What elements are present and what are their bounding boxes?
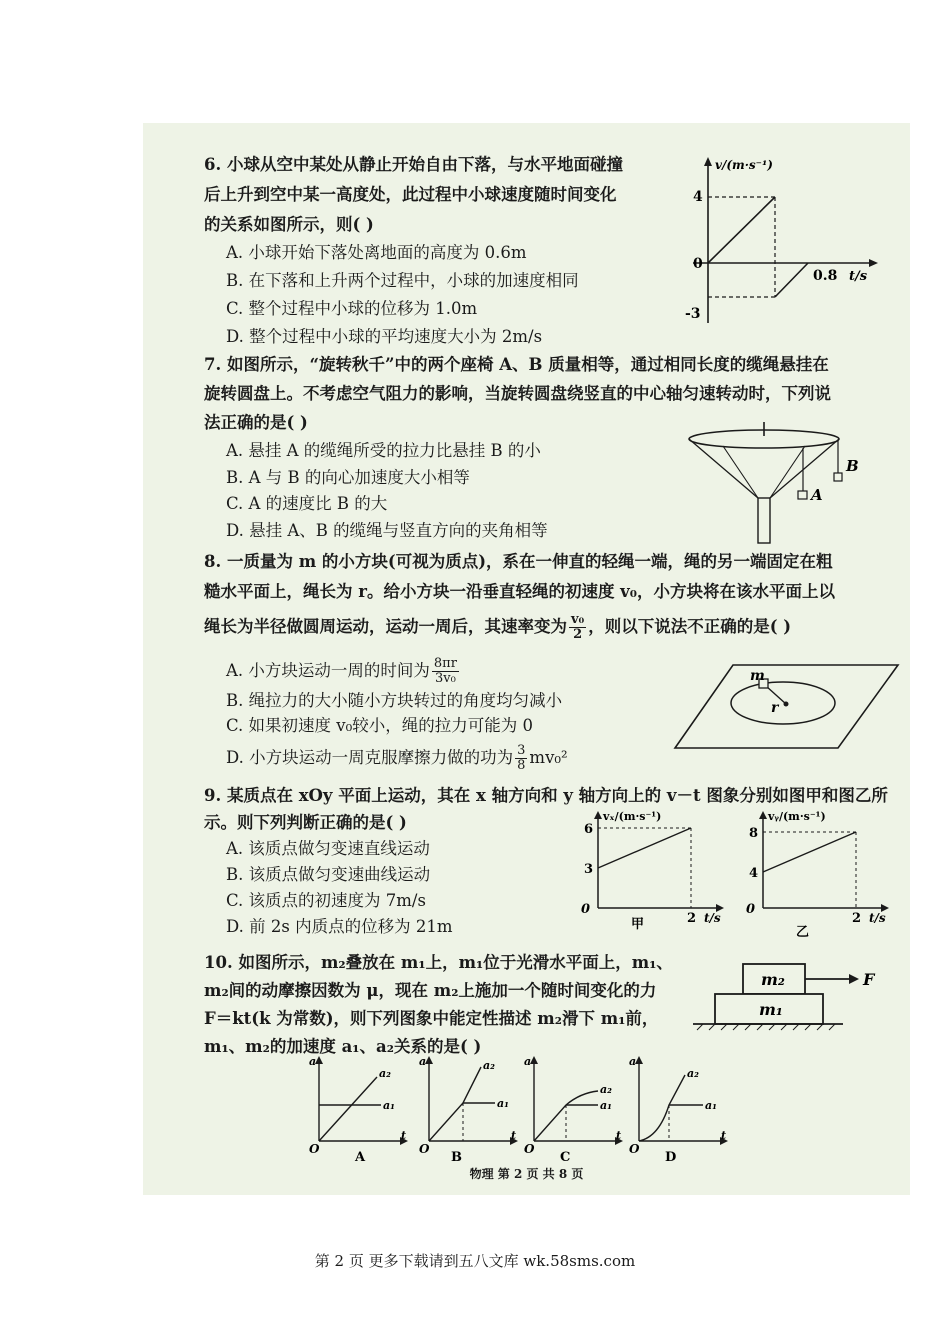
q9-graph-jia: [571, 808, 731, 938]
q7-option-a: A. 悬挂 A 的缆绳所受的拉力比悬挂 B 的小: [226, 441, 541, 460]
q10-a-axis-x: t: [401, 1129, 407, 1142]
q8-option-c: C. 如果初速度 v₀较小，绳的拉力可能为 0: [226, 716, 533, 735]
q9-yi-xtick: 2: [852, 911, 862, 926]
q9-yi-caption: 乙: [796, 925, 810, 940]
q10-b-label-a2: a₂: [483, 1059, 495, 1072]
q6-option-c: C. 整个过程中小球的位移为 1.0m: [226, 299, 478, 318]
q9-graph-yi: [736, 808, 896, 943]
q8-stem-line3: [204, 613, 791, 642]
q10-ground-hatch: [697, 1024, 835, 1030]
q6-x-tick: 0.8: [813, 268, 838, 284]
q6-vt-graph: [673, 153, 893, 333]
q8-plane: [675, 665, 898, 748]
q6-stem-line3: 的关系如图所示，则( ): [204, 215, 374, 234]
q8-option-a: A. 小方块运动一周的时间为 $\frac{8\pi r}{\text{3v₀}}$: [226, 656, 457, 686]
q9-stem-line2: 示。则下列判断正确的是( ): [204, 813, 407, 832]
q8-stem-line2: 糙水平面上，绳长为 r。给小方块一沿垂直轻绳的初速度 v₀，小方块将在该水平面上以: [204, 582, 835, 601]
q10-a-axis-y: a: [309, 1055, 317, 1068]
q6-option-b: B. 在下落和上升两个过程中，小球的加速度相同: [226, 271, 579, 290]
q10-stem-line1: 10. 如图所示，m₂叠放在 m₁上，m₁位于光滑水平面上，m₁、: [204, 953, 673, 972]
q8-option-b: B. 绳拉力的大小随小方块转过的角度均匀减小: [226, 691, 563, 710]
q6-origin: 0: [693, 256, 703, 272]
q6-stem-line1: 6. 小球从空中某处从静止开始自由下落，与水平地面碰撞: [204, 155, 623, 174]
q9-jia-caption: 甲: [631, 917, 645, 932]
q10-b-origin: O: [419, 1142, 430, 1156]
q10-label-m1: m₁: [759, 1000, 783, 1019]
q8-label-r: r: [771, 700, 779, 716]
q7-option-c: C. A 的速度比 B 的大: [226, 494, 388, 513]
q8-stem-line1: 8. 一质量为 m 的小方块(可视为质点)，系在一伸直的轻绳一端，绳的另一端固定在粗: [204, 552, 833, 571]
q9-jia-line: [598, 828, 691, 868]
q10-a-line-a2: [319, 1077, 377, 1141]
q10-blocks-figure: [693, 958, 903, 1033]
q9-yi-line: [763, 832, 856, 872]
q8-time-fraction: $\frac{8\pi r}{\text{3v₀}}$: [433, 656, 457, 686]
q9-yi-ytop: 8: [749, 826, 759, 841]
q9-jia-ytop: 6: [584, 822, 594, 837]
q10-stem-line4: m₁、m₂的加速度 a₁、a₂关系的是( ): [204, 1037, 482, 1056]
q9-jia-ylabel: vₓ/(m·s⁻¹): [603, 810, 662, 823]
q10-label-m2: m₂: [761, 970, 785, 989]
q10-a-label-a1: a₁: [383, 1099, 395, 1112]
q8-plane-figure: [673, 660, 903, 755]
q10-stem-line3: F＝kt(k 为常数)，则下列图象中能定性描述 m₂滑下 m₁前，: [204, 1009, 659, 1028]
q10-label-f: F: [863, 970, 875, 989]
q10-c-label-a2: a₂: [600, 1083, 612, 1096]
q10-d-label-a2: a₂: [687, 1067, 699, 1080]
q10-c-origin: O: [524, 1142, 535, 1156]
download-footer: 第 2 页 更多下载请到五八文库 wk.58sms.com: [314, 1252, 636, 1270]
q8-option-d: D. 小方块运动一周克服摩擦力做的功为 $\frac{3}{8}$ mv₀²: [226, 743, 568, 773]
q8-work-fraction: $\frac{3}{8}$: [517, 743, 526, 773]
q7-stem-line1: 7. 如图所示，“旋转秋千”中的两个座椅 A、B 质量相等，通过相同长度的缆绳悬挂在: [204, 355, 829, 374]
q7-shaft: [758, 498, 770, 543]
q10-b-axis-y: a: [419, 1055, 427, 1068]
q10-c-axis-x: t: [616, 1129, 622, 1142]
exam-sheet: [143, 123, 910, 1195]
q10-d-axis-y: a: [629, 1055, 637, 1068]
q10-d-line-a2: [639, 1075, 685, 1141]
q9-yi-xlabel: t/s: [869, 911, 886, 925]
q7-option-b: B. A 与 B 的向心加速度大小相等: [226, 468, 470, 487]
q10-c-label-a1: a₁: [600, 1099, 612, 1112]
q10-graph-b: [413, 1053, 523, 1163]
q10-a-caption: A: [355, 1150, 366, 1165]
q10-d-axis-x: t: [721, 1129, 727, 1142]
q8-label-m: m: [750, 668, 765, 684]
q9-option-b: B. 该质点做匀变速曲线运动: [226, 865, 431, 884]
q6-rise-line: [775, 263, 808, 297]
q10-graph-c: [518, 1053, 628, 1163]
q7-swing-figure: [678, 418, 868, 543]
q9-jia-ymid: 3: [584, 862, 594, 877]
q10-b-line-a2: [429, 1067, 481, 1141]
q6-option-a: A. 小球开始下落处离地面的高度为 0.6m: [226, 243, 527, 262]
q10-b-label-a1: a₁: [497, 1097, 509, 1110]
q6-fall-line: [708, 197, 775, 263]
q9-jia-xlabel: t/s: [704, 911, 721, 925]
q10-d-origin: O: [629, 1142, 640, 1156]
q9-stem-line1: 9. 某质点在 xOy 平面上运动，其在 x 轴方向和 y 轴方向上的 v－t 图象分别如图甲和图乙所: [204, 786, 888, 805]
q9-option-c: C. 该质点的初速度为 7m/s: [226, 891, 426, 910]
q7-seat-b: [834, 473, 842, 481]
q7-label-b: B: [846, 457, 859, 475]
q10-c-caption: C: [560, 1150, 571, 1165]
q9-yi-origin: 0: [746, 902, 756, 917]
q6-y-tick-bottom: -3: [685, 306, 701, 322]
q7-stem-line3: 法正确的是( ): [204, 413, 308, 432]
q10-stem-line2: m₂间的动摩擦因数为 μ，现在 m₂上施加一个随时间变化的力: [204, 981, 657, 1000]
q10-graph-a: [303, 1053, 413, 1163]
q10-c-axis-y: a: [524, 1055, 532, 1068]
q6-y-label: v/(m·s⁻¹): [715, 158, 773, 172]
q9-option-a: A. 该质点做匀变速直线运动: [226, 839, 430, 858]
q8-circle: [731, 682, 835, 724]
q10-d-caption: D: [665, 1150, 677, 1165]
q10-d-label-a1: a₁: [705, 1099, 717, 1112]
q8-v0-half: $\frac{\text{v₀}}{2}$: [571, 612, 585, 642]
q7-stem-line2: 旋转圆盘上。不考虑空气阻力的影响，当旋转圆盘绕竖直的中心轴匀速转动时，下列说: [204, 384, 831, 403]
q10-graph-d: [623, 1053, 733, 1163]
q7-seat-a: [798, 491, 807, 499]
q10-a-origin: O: [309, 1142, 320, 1156]
q10-a-label-a2: a₂: [379, 1067, 391, 1080]
q9-yi-ylabel: vᵧ/(m·s⁻¹): [768, 810, 826, 823]
exam-page-number: 物理 第 2 页 共 8 页: [469, 1167, 584, 1181]
q6-x-label: t/s: [849, 269, 868, 284]
q8-stem-tail: ，则以下说法不正确的是( ): [588, 617, 792, 636]
q9-option-d: D. 前 2s 内质点的位移为 21m: [226, 917, 453, 936]
q7-label-a: A: [811, 486, 823, 504]
q6-stem-line2: 后上升到空中某一高度处，此过程中小球速度随时间变化: [204, 185, 617, 204]
q8-stem-text: 绳长为半径做圆周运动，运动一周后，其速率变为: [204, 617, 567, 636]
q9-jia-xtick: 2: [687, 911, 697, 926]
q7-option-d: D. 悬挂 A、B 的缆绳与竖直方向的夹角相等: [226, 521, 548, 540]
q10-c-line-a2: [534, 1091, 598, 1141]
q9-jia-origin: 0: [581, 902, 591, 917]
q6-option-d: D. 整个过程中小球的平均速度大小为 2m/s: [226, 327, 543, 346]
q9-yi-ymid: 4: [749, 866, 759, 881]
q6-y-tick-top: 4: [693, 189, 703, 205]
q10-b-axis-x: t: [511, 1129, 517, 1142]
q10-b-caption: B: [451, 1150, 462, 1165]
